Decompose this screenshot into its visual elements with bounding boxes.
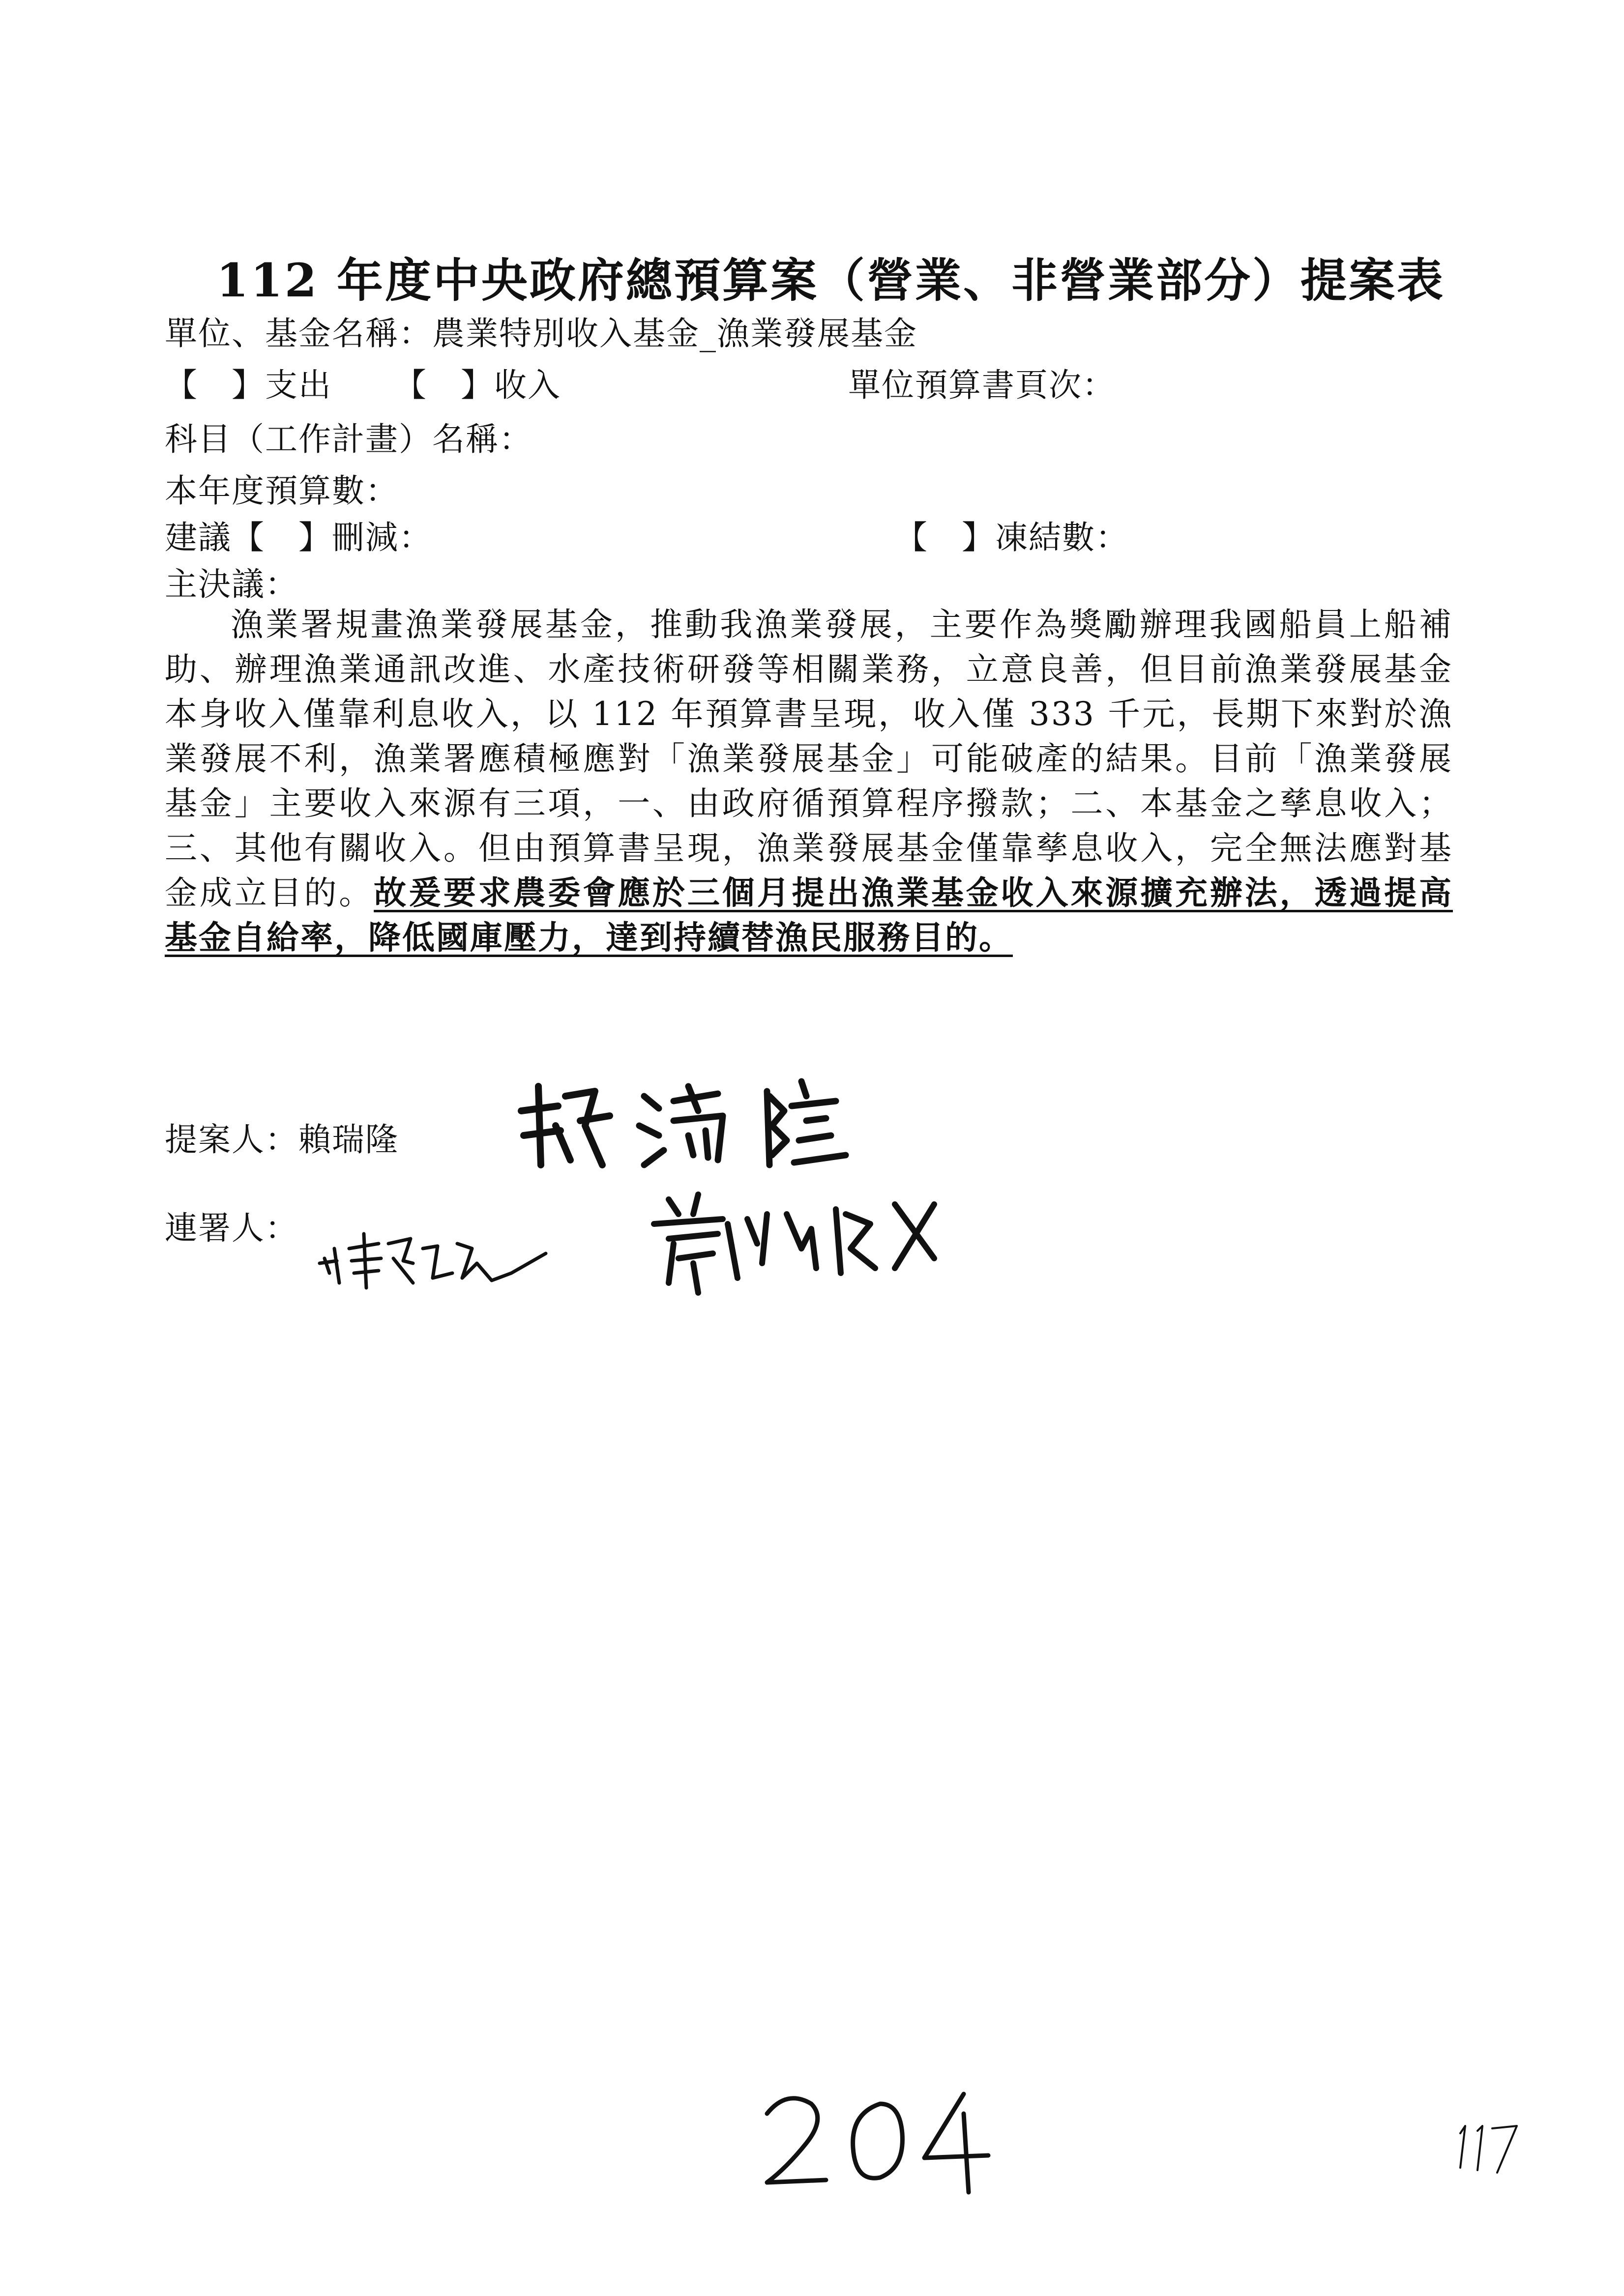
resolution-body (165, 602, 1453, 960)
cosigner-signature-2 (639, 1185, 983, 1305)
expense-checkbox: 【 】 (165, 366, 265, 404)
unit-row (165, 307, 917, 354)
page-title: 112 年度中央政府總預算案（營業、非營業部分）提案表 (216, 254, 1445, 308)
type-row (165, 359, 561, 406)
cosigner-label: 連署人： (165, 1209, 298, 1247)
freeze-label: 凍結數： (995, 519, 1129, 556)
item-row (165, 413, 532, 460)
page-number-label: 單位預算書頁次： (848, 366, 1116, 404)
resolution-text: 漁業署規畫漁業發展基金，推動我漁業發展，主要作為獎勵辦理我國船員上船補助、辦理漁業通訊改進、水產技術研發等相關業務，立意良善，但目前漁業發展基金本身收入僅靠利息收入，以 112 年預算書呈現，收入僅 333 千元，長期下來對於漁業發展不利，漁業署應積極應對「漁業發展基金」可能破產的結果。目前「漁業發展基金」主要收入來源有三項，一、由政府循預算程序撥款；二、本基金之孳息收入；三、其他有關收入。但由預算書呈現，漁業發展基金僅靠孳息收入，完全無法應對基金成立目的。 (165, 606, 1453, 912)
proposer-signature (511, 1067, 856, 1182)
page-number-field (848, 359, 1116, 406)
resolution-label: 主決議： (165, 565, 298, 603)
freeze-checkbox: 【 】 (895, 519, 995, 556)
resolution-row (165, 558, 298, 605)
suggest-row (165, 511, 432, 558)
revenue-checkbox: 【 】 (393, 366, 494, 404)
expense-label: 支出 (265, 366, 332, 404)
handwritten-small-number (1450, 2114, 1524, 2180)
resolution-emphasis: 故爰要求農委會應於三個月提出漁業基金收入來源擴充辦法，透過提高基金自給率，降低國庫壓力，達到持續替漁民服務目的。 (165, 873, 1453, 957)
proposer-label: 提案人： (165, 1121, 298, 1159)
cut-checkbox: 【 】 (232, 519, 332, 556)
revenue-label: 收入 (494, 366, 561, 404)
budget-row (165, 465, 399, 511)
cosigner-row (165, 1202, 298, 1249)
cosigner-signature-1 (315, 1204, 590, 1305)
unit-label: 單位、基金名稱： (165, 315, 432, 352)
handwritten-page-number (757, 2084, 1013, 2199)
item-label: 科目（工作計畫）名稱： (165, 420, 532, 458)
unit-value: 農業特別收入基金_漁業發展基金 (432, 315, 917, 352)
proposer-row (165, 1113, 399, 1160)
budget-label: 本年度預算數： (165, 472, 399, 510)
freeze-field (895, 511, 1129, 558)
proposer-name: 賴瑞隆 (298, 1121, 399, 1159)
cut-label: 刪減： (332, 519, 432, 556)
suggest-label: 建議 (165, 519, 232, 556)
